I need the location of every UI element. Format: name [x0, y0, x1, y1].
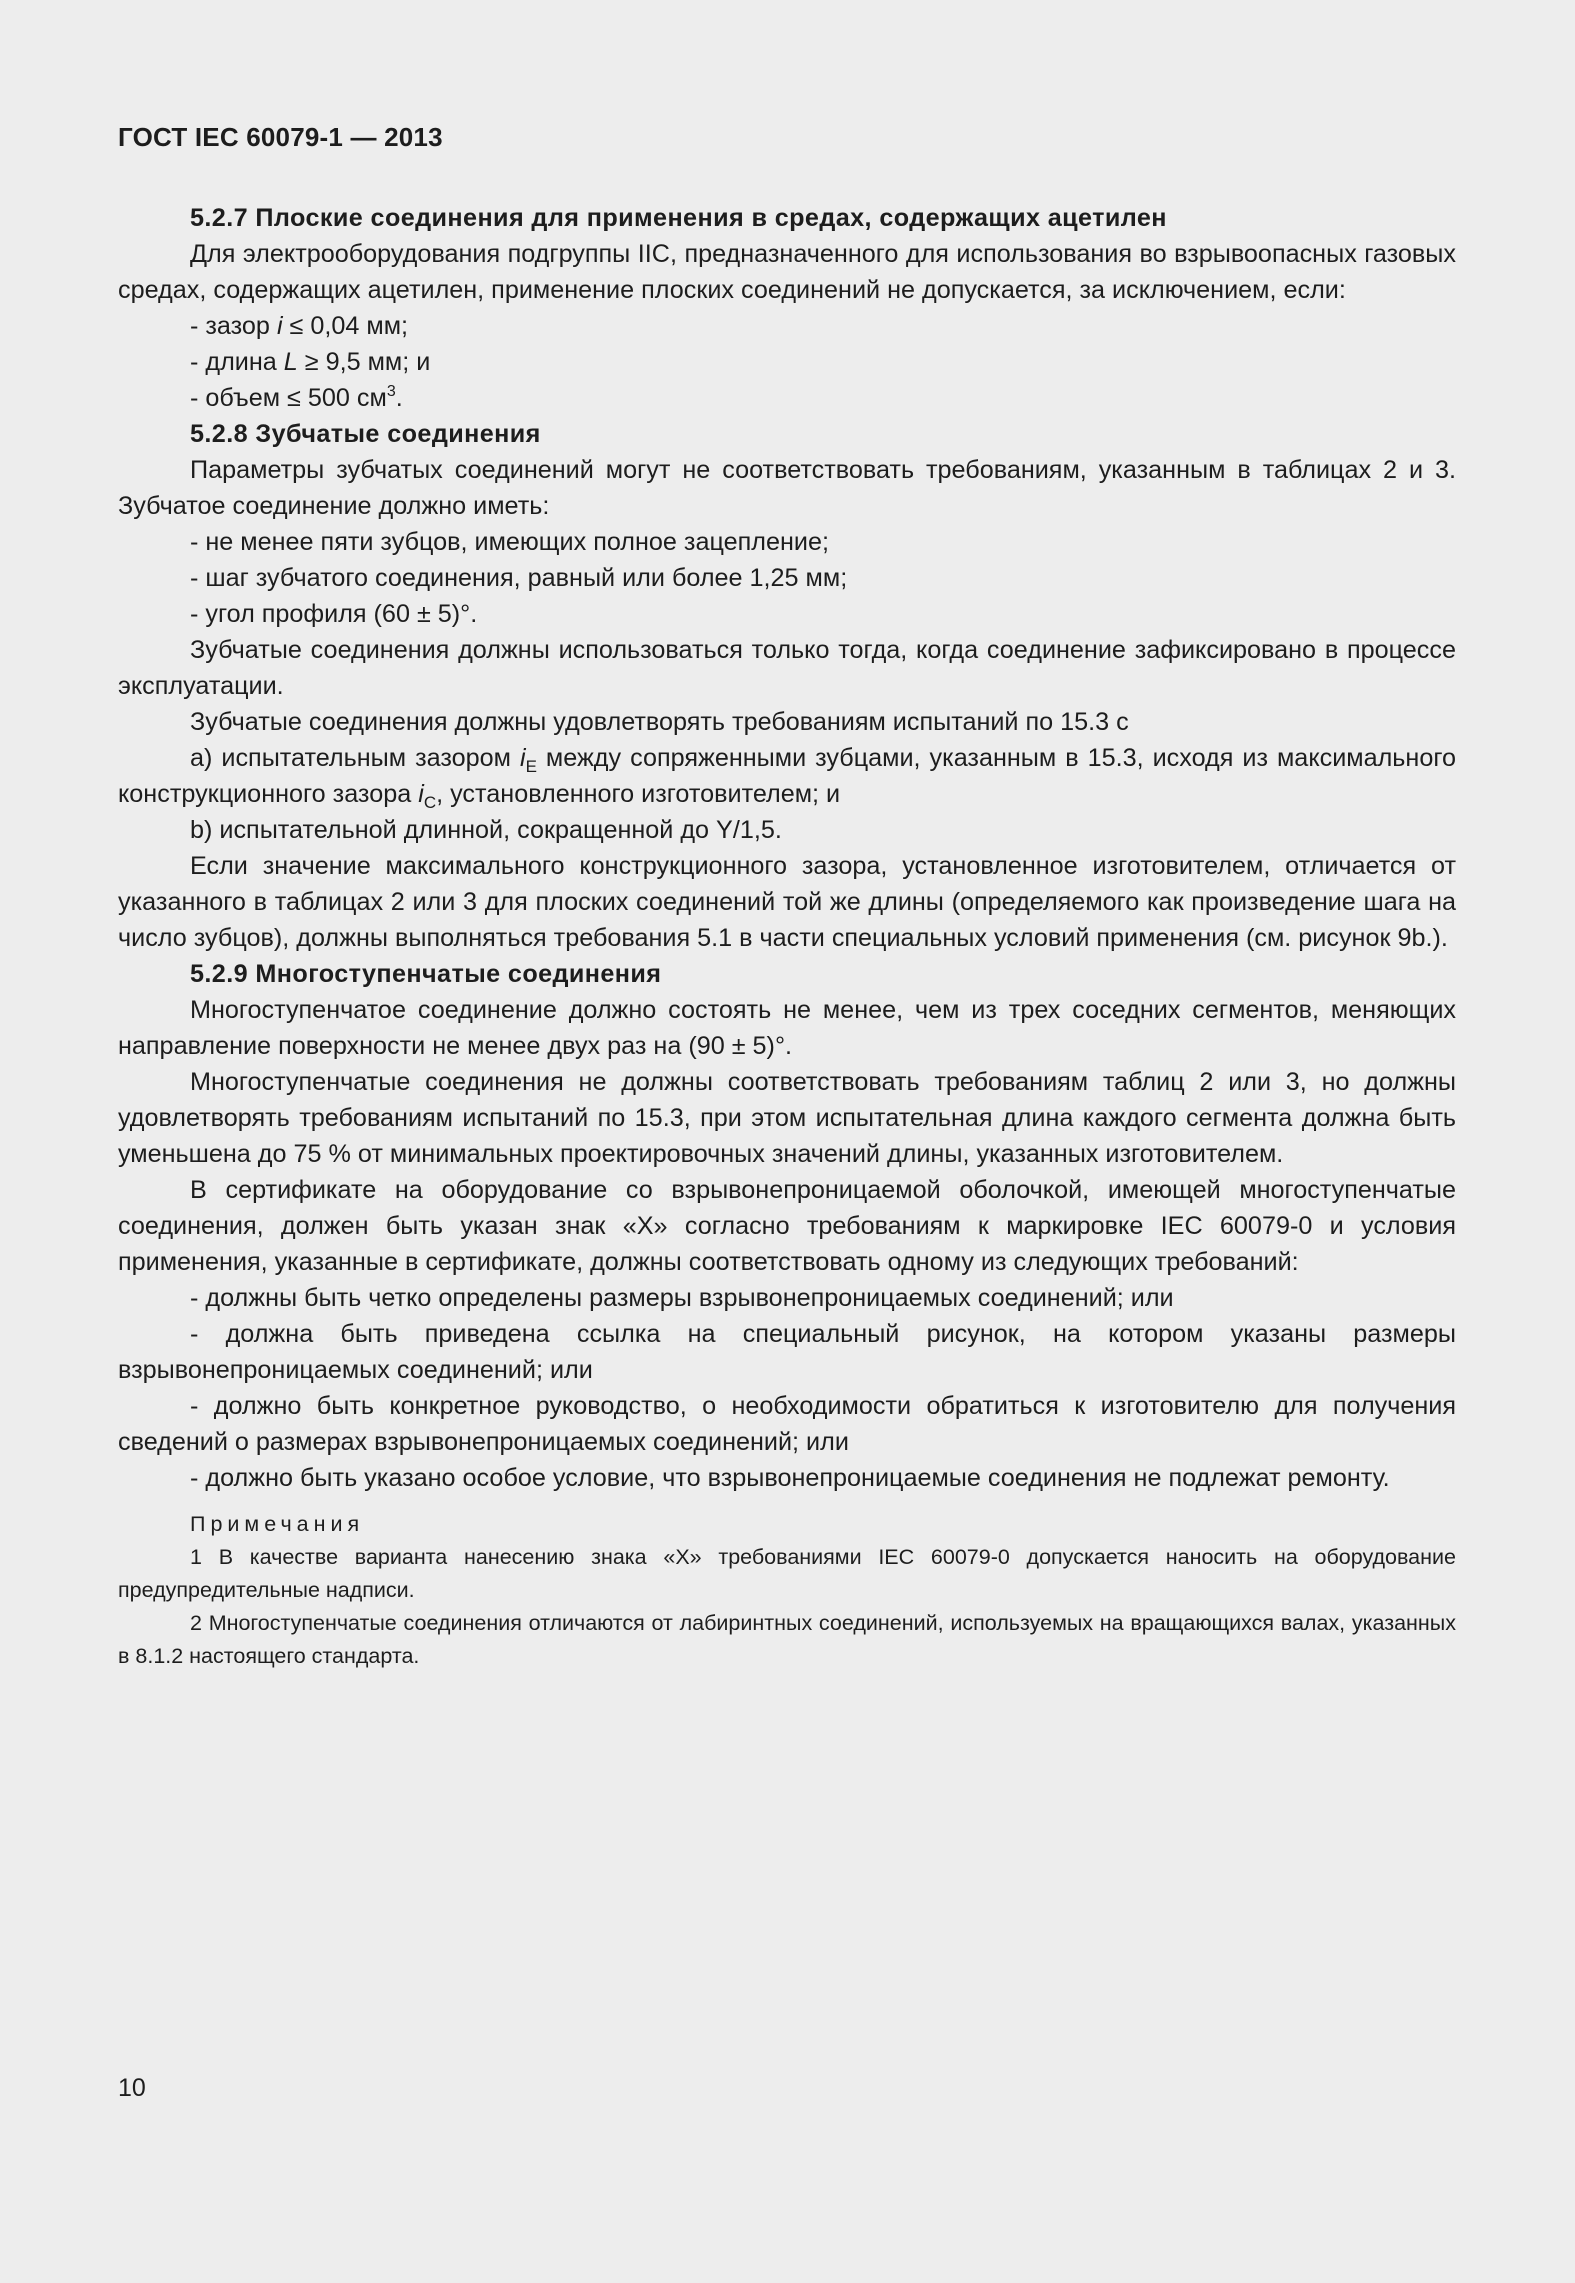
list-item: - шаг зубчатого соединения, равный или более 1,25 мм; [190, 564, 848, 592]
section-heading-5-2-9: 5.2.9 Многоступенчатые соединения [190, 960, 662, 988]
section-heading-5-2-7: 5.2.7 Плоские соединения для применения в средах, содержащих ацетилен [190, 204, 1167, 232]
list-item: - не менее пяти зубцов, имеющих полное зацепление; [190, 528, 829, 556]
note-1: 1 В качестве варианта нанесению знака «X» требованиями IEC 60079-0 допускается наносить на оборудование предупредительные надписи. [118, 1545, 1456, 1602]
list-item: - объем ≤ 500 $см^3$. [190, 383, 403, 412]
list-item: - длина L ≥ 9,5 мм; и [190, 348, 431, 376]
notes-title: Примечания [190, 1512, 365, 1536]
list-item: - угол профиля (60 ± 5)°. [190, 600, 478, 628]
list-item: - должны быть четко определены размеры взрывонепроницаемых соединений; или [190, 1284, 1174, 1312]
document-body [118, 200, 1456, 1673]
document-header: ГОСТ IEC 60079-1 — 2013 [118, 122, 443, 152]
paragraph: Если значение максимального конструкционного зазора, установленное изготовителем, отличается от указанного в таблицах 2 или 3 для плоских соединений той же длины (определяемого как произведение шага на число зубцов), должны выполняться требования 5.1 в части специальных условий применения (см. рисунок 9b.). [118, 852, 1456, 952]
paragraph: Параметры зубчатых соединений могут не соответствовать требованиям, указанным в таблицах 2 и 3. Зубчатое соединение должно иметь: [118, 456, 1456, 520]
section-heading-5-2-8: 5.2.8 Зубчатые соединения [190, 420, 541, 448]
paragraph-item-b: b) испытательной длинной, сокращенной до Y/1,5. [190, 816, 782, 844]
page-number: 10 [118, 2074, 146, 2102]
paragraph: Для электрооборудования подгруппы IIC, предназначенного для использования во взрывоопасных газовых средах, содержащих ацетилен, применение плоских соединений не допускается, за исключением, если: [118, 240, 1456, 304]
paragraph: Многоступенчатые соединения не должны соответствовать требованиям таблиц 2 или 3, но должны удовлетворять требованиям испытаний по 15.3, при этом испытательная длина каждого сегмента должна быть уменьшена до 75 % от минимальных проектировочных значений длины, указанных изготовителем. [118, 1068, 1456, 1168]
paragraph-item-a: а) испытательным зазором $i_E$ между сопряженными зубцами, указанным в 15.3, исходя из максимального конструкционного зазора $i_C$, установленного изготовителем; и [118, 744, 1456, 812]
list-item: - должно быть указано особое условие, что взрывонепроницаемые соединения не подлежат ремонту. [190, 1464, 1390, 1492]
paragraph: В сертификате на оборудование со взрывонепроницаемой оболочкой, имеющей многоступенчатые соединения, должен быть указан знак «X» согласно требованиям к маркировке IEC 60079-0 и условия применения, указанные в сертификате, должны соответствовать одному из следующих требований: [118, 1176, 1456, 1276]
notes-block [118, 1508, 1456, 1673]
list-item: - должно быть конкретное руководство, о необходимости обратиться к изготовителю для получения сведений о размерах взрывонепроницаемых соединений; или [118, 1392, 1456, 1456]
paragraph: Зубчатые соединения должны использоваться только тогда, когда соединение зафиксировано в процессе эксплуатации. [118, 636, 1456, 700]
list-item: - зазор i ≤ 0,04 мм; [190, 312, 409, 340]
note-2: 2 Многоступенчатые соединения отличаются от лабиринтных соединений, используемых на вращающихся валах, указанных в 8.1.2 настоящего стандарта. [118, 1611, 1456, 1668]
list-item: - должна быть приведена ссылка на специальный рисунок, на котором указаны размеры взрывонепроницаемых соединений; или [118, 1320, 1456, 1384]
paragraph: Многоступенчатое соединение должно состоять не менее, чем из трех соседних сегментов, меняющих направление поверхности не менее двух раз на (90 ± 5)°. [118, 996, 1456, 1060]
paragraph: Зубчатые соединения должны удовлетворять требованиям испытаний по 15.3 с [190, 708, 1129, 736]
